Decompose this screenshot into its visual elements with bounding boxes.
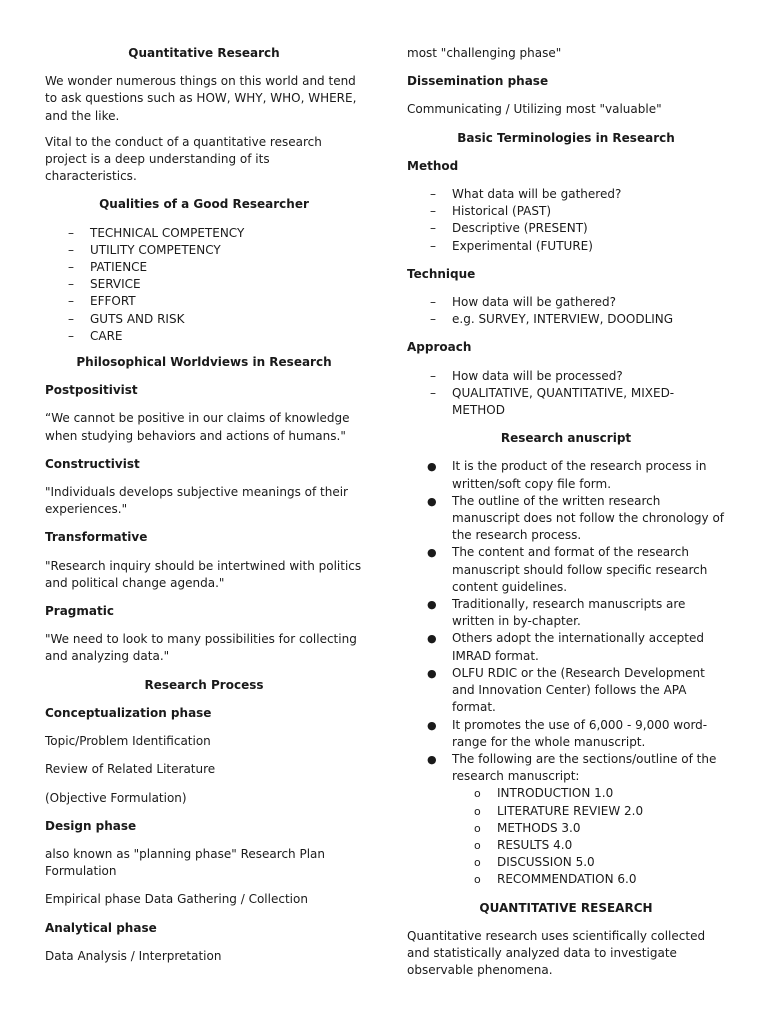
approach-list — [407, 368, 725, 420]
list-item: ● Others adopt the internationally accepted IMRAD format. — [427, 631, 704, 663]
circle-marker: o — [474, 856, 481, 870]
design-text: also known as "planning phase" Research Plan Formulation — [45, 846, 325, 879]
list-item: o METHODS 3.0 — [407, 820, 725, 837]
list-item: – What data will be gathered? — [407, 186, 725, 203]
transformative-heading: Transformative — [45, 530, 148, 545]
worldviews-heading: Philosophical Worldviews in Research — [76, 355, 332, 370]
list-item: – PATIENCE — [45, 259, 363, 276]
postpositivist-heading: Postpositivist — [45, 383, 138, 398]
dash-marker: – — [430, 385, 436, 400]
quant-text: Quantitative research uses scientifically collected and statistically analyzed data to investigate observable phenomena. — [407, 928, 706, 978]
transformative-quote: "Research inquiry should be intertwined with politics and political change agenda." — [45, 558, 362, 590]
list-item: – GUTS AND RISK — [45, 311, 363, 328]
method-heading: Method — [407, 158, 459, 173]
list-item: – TECHNICAL COMPETENCY — [45, 225, 363, 242]
list-item: – How data will be gathered? — [407, 294, 725, 311]
list-item: – Descriptive (PRESENT) — [407, 220, 725, 237]
bullet-marker: ● — [427, 632, 437, 646]
bullet-marker: ● — [427, 598, 437, 612]
list-item: – CARE — [45, 328, 363, 345]
dash-marker: – — [430, 204, 436, 219]
list-item: o LITERATURE REVIEW 2.0 — [407, 803, 725, 820]
process-heading: Research Process — [144, 677, 264, 692]
list-item: o INTRODUCTION 1.0 — [407, 785, 725, 802]
conceptualization-item: Topic/Problem Identification — [45, 734, 211, 749]
list-item: ● Traditionally, research manuscripts are written in by-chapter. — [427, 597, 686, 629]
dash-marker: – — [68, 242, 74, 257]
list-item: – QUALITATIVE, QUANTITATIVE, MIXED-METHOD — [430, 385, 675, 418]
analytical-heading: Analytical phase — [45, 920, 157, 935]
empirical-text: Empirical phase Data Gathering / Collection — [45, 892, 308, 907]
list-item: o RESULTS 4.0 — [407, 837, 725, 854]
list-item: ● The content and format of the research manuscript should follow specific research content guidelines. — [427, 545, 708, 594]
dash-marker: – — [68, 294, 74, 309]
circle-marker: o — [474, 873, 481, 887]
list-item: – EFFORT — [45, 293, 363, 310]
list-item: o DISCUSSION 5.0 — [407, 854, 725, 871]
dissemination-text: Communicating / Utilizing most "valuable" — [407, 102, 662, 117]
circle-marker: o — [474, 787, 481, 801]
list-item: – How data will be processed? — [407, 368, 725, 385]
list-item: ● The outline of the written research manuscript does not follow the chronology of the research process. — [427, 493, 725, 543]
dash-marker: – — [68, 277, 74, 292]
analytical-text: Data Analysis / Interpretation — [45, 948, 222, 963]
method-list — [407, 186, 725, 255]
list-item: – Historical (PAST) — [407, 203, 725, 220]
circle-marker: o — [474, 838, 481, 852]
list-item: – SERVICE — [45, 276, 363, 293]
intro-paragraph-2: Vital to the conduct of a quantitative research project is a deep understanding of its characteristics. — [45, 134, 322, 184]
dash-marker: – — [430, 295, 436, 310]
design-heading: Design phase — [45, 818, 137, 833]
conceptualization-item: (Objective Formulation) — [45, 790, 187, 805]
pragmatic-heading: Pragmatic — [45, 604, 114, 619]
sections-list — [407, 785, 725, 888]
dash-marker: – — [430, 368, 436, 383]
terminologies-heading: Basic Terminologies in Research — [457, 130, 675, 145]
list-item: ● OLFU RDIC or the (Research Development and Innovation Center) follows the APA format. — [427, 665, 705, 715]
bullet-marker: ● — [427, 752, 437, 766]
page-title: Quantitative Research — [128, 46, 280, 60]
conceptualization-item: Review of Related Literature — [45, 762, 216, 777]
list-item: – e.g. SURVEY, INTERVIEW, DOODLING — [407, 311, 725, 328]
constructivist-heading: Constructivist — [45, 456, 140, 471]
list-item: – Experimental (FUTURE) — [407, 238, 725, 255]
bullet-marker: ● — [427, 546, 437, 560]
bullet-marker: ● — [427, 494, 437, 508]
conceptualization-heading: Conceptualization phase — [45, 705, 212, 720]
dash-marker: – — [430, 221, 436, 236]
list-item: – UTILITY COMPETENCY — [45, 242, 363, 259]
dash-marker: – — [430, 312, 436, 327]
dash-marker: – — [68, 328, 74, 343]
quant-heading: QUANTITATIVE RESEARCH — [479, 900, 653, 915]
list-item: ● The following are the sections/outline of the research manuscript: — [427, 751, 717, 784]
continued-text: most "challenging phase" — [407, 46, 562, 60]
intro-paragraph-1: We wonder numerous things on this world and tend to ask questions such as HOW, WHY, WHO, WHERE, and the like. — [45, 74, 357, 123]
postpositivist-quote: “We cannot be positive in our claims of knowledge when studying behaviors and actions of humans." — [45, 411, 350, 443]
list-item: ● It promotes the use of 6,000 - 9,000 word-range for the whole manuscript. — [427, 717, 708, 749]
qualities-heading: Qualities of a Good Researcher — [99, 197, 309, 212]
dash-marker: – — [68, 311, 74, 326]
dash-marker: – — [68, 225, 74, 240]
dash-marker: – — [430, 238, 436, 253]
bullet-marker: ● — [427, 460, 437, 474]
bullet-marker: ● — [427, 666, 437, 680]
approach-heading: Approach — [407, 340, 472, 355]
dissemination-heading: Dissemination phase — [407, 74, 549, 89]
circle-marker: o — [474, 821, 481, 835]
manuscript-heading: Research anuscript — [500, 431, 632, 446]
right-column — [407, 45, 725, 979]
list-item: o RECOMMENDATION 6.0 — [407, 871, 725, 888]
list-item: ● It is the product of the research process in written/soft copy file form. — [427, 459, 707, 491]
technique-list — [407, 294, 725, 328]
circle-marker: o — [474, 804, 481, 818]
qualities-list — [45, 225, 363, 345]
bullet-marker: ● — [427, 718, 437, 732]
left-column — [45, 45, 363, 965]
pragmatic-quote: "We need to look to many possibilities for collecting and analyzing data." — [45, 632, 357, 664]
technique-heading: Technique — [407, 266, 476, 281]
manuscript-list — [407, 458, 725, 785]
dash-marker: – — [68, 260, 74, 275]
constructivist-quote: "Individuals develops subjective meanings of their experiences." — [45, 485, 348, 517]
dash-marker: – — [430, 187, 436, 202]
